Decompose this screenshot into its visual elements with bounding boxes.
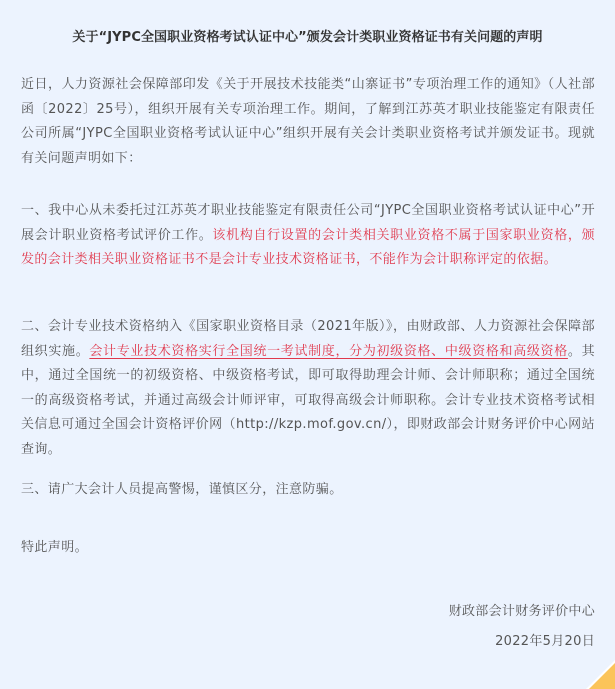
item-one-highlight: 该机构自行设置的会计类相关职业资格不属于国家职业资格，颁发的会计类相关职业资格证书不是会计专业技术资格证书，不能作为会计职称评定的依据。 xyxy=(21,227,595,267)
item-one-text: 一、我中心从未委托过江苏英才职业技能鉴定有限责任公司“JYPC全国职业资格考试认证中心”开展会计职业资格考试评价工作。 xyxy=(21,203,595,243)
closing-line: 特此声明。 xyxy=(21,540,89,555)
item-two-tail: 。其中，通过全国统一的初级资格、中级资格考试，即可取得助理会计师、会计师职称；通过全国统一的高级资格考试，并通过高级会计师评审，可取得高级会计师职称。会计专业技术资格考试相关信息可通过全国会计资格评价网（http://kzp.mof.gov.cn/），即财政部会计财务评价中心网站查询。 xyxy=(21,343,595,457)
intro-paragraph: 近日，人力资源社会保障部印发《关于开展技术技能类“山寨证书”专项治理工作的通知》（人社部函〔2022〕25号），组织开展有关专项治理工作。期间，了解到江苏英才职业技能鉴定有限责任公司所属“JYPC全国职业资格考试认证中心”组织开展有关会计类职业资格考试并颁发证书。现就有关问题声明如下： xyxy=(21,77,595,166)
item-three-paragraph: 三、请广大会计人员提高警惕，谨慎区分，注意防骗。 xyxy=(21,482,343,497)
corner-decoration xyxy=(589,663,615,689)
page-title: 关于“JYPC全国职业资格考试认证中心”颁发会计类职业资格证书有关问题的声明 xyxy=(72,30,543,45)
item-two-paragraph xyxy=(21,315,595,462)
item-two-lead: 二、会计专业技术资格纳入《国家职业资格目录（2021年版）》，由财政部、人力资源社会保障部组织实施。 xyxy=(21,319,595,359)
signature-date: 2022年5月20日 xyxy=(495,634,595,649)
signature-organization: 财政部会计财务评价中心 xyxy=(448,604,595,619)
item-one-paragraph xyxy=(21,199,595,273)
item-two-highlight-link[interactable]: 会计专业技术资格实行全国统一考试制度，分为初级资格、中级资格和高级资格 xyxy=(89,343,568,359)
